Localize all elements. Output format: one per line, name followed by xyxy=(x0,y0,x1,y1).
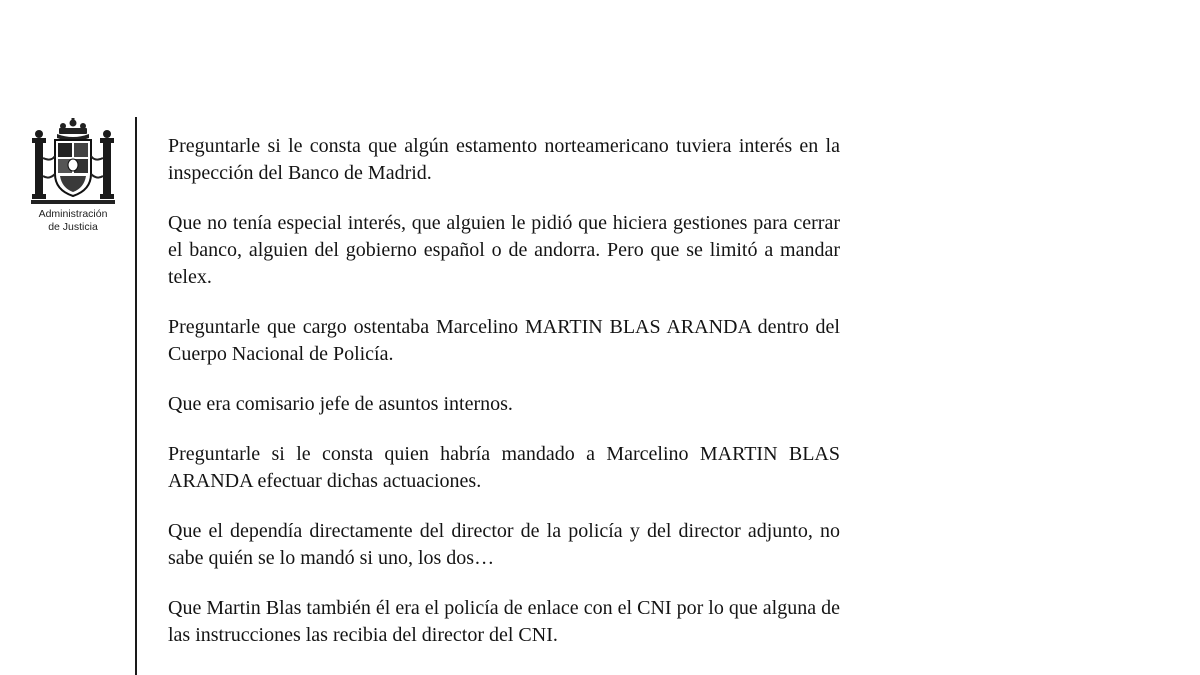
question-paragraph: Preguntarle que cargo ostentaba Marcelino MARTIN BLAS ARANDA dentro del Cuerpo Nacional de Policía. xyxy=(168,316,840,365)
emblem-caption xyxy=(18,208,128,234)
document-body xyxy=(168,133,840,672)
emblem-caption-line2: de Justicia xyxy=(48,221,98,233)
answer-paragraph: Que no tenía especial interés, que alguien le pidió que hiciera gestiones para cerrar el banco, alguien del gobierno español o de andorra. Pero que se limitó a mandar telex. xyxy=(168,212,840,288)
coat-of-arms-icon xyxy=(27,118,119,208)
answer-paragraph: Que el dependía directamente del director de la policía y del director adjunto, no sabe quién se lo mandó si uno, los dos… xyxy=(168,520,840,569)
question-paragraph: Preguntarle si le consta quien habría mandado a Marcelino MARTIN BLAS ARANDA efectuar dichas actuaciones. xyxy=(168,443,840,492)
answer-paragraph: Que era comisario jefe de asuntos internos. xyxy=(168,393,513,415)
emblem-caption-line1: Administración xyxy=(38,208,108,220)
margin-rule xyxy=(135,117,137,675)
question-paragraph: Preguntarle si le consta que algún estamento norteamericano tuviera interés en la inspección del Banco de Madrid. xyxy=(168,135,840,184)
answer-paragraph: Que Martin Blas también él era el policía de enlace con el CNI por lo que alguna de las instrucciones las recibia del director del CNI. xyxy=(168,597,840,646)
